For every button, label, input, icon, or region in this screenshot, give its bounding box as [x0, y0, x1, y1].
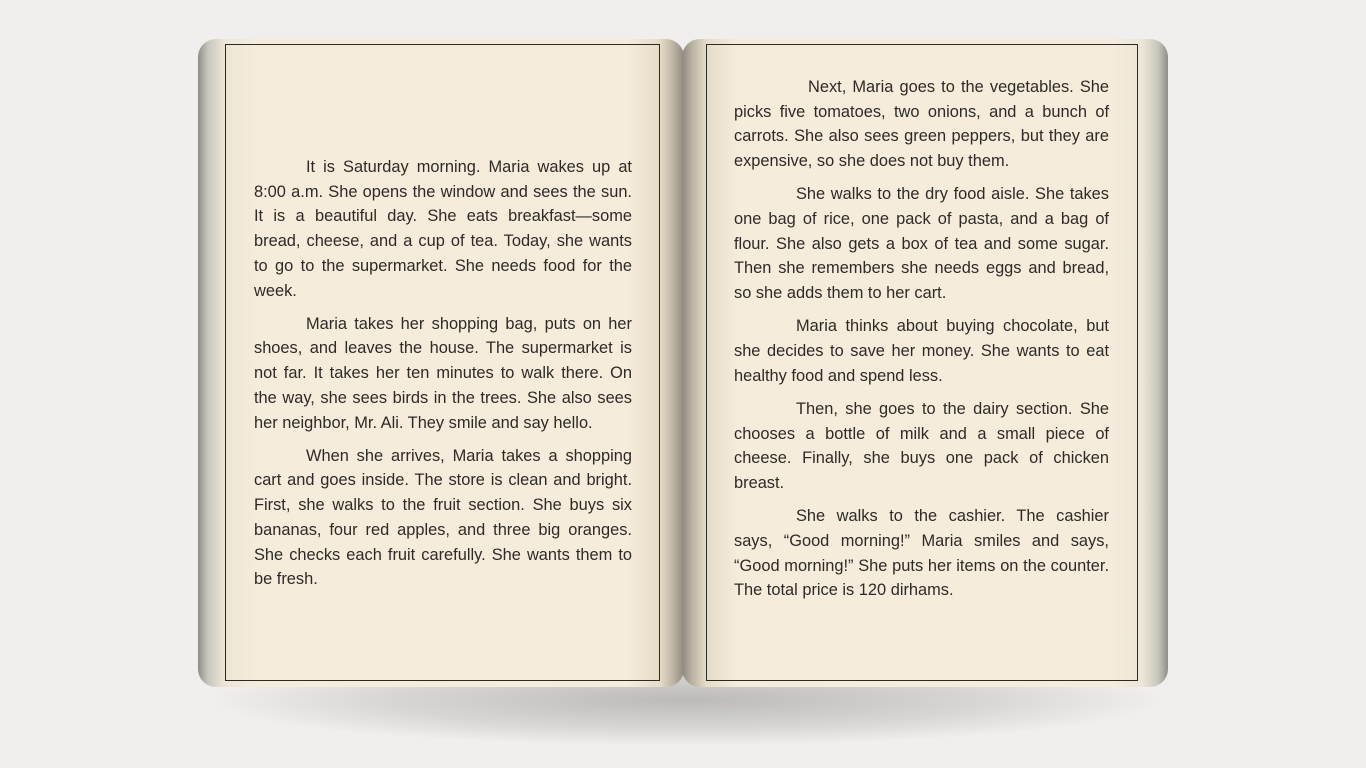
left-page-text: [254, 155, 632, 600]
right-page-text: [734, 75, 1109, 612]
paragraph: It is Saturday morning. Maria wakes up at 8:00 a.m. She opens the window and sees the sun. It is a beautiful day. She eats breakfast—some bread, cheese, and a cup of tea. Today, she wants to go to the supermarket. She needs food for the week.: [254, 158, 632, 300]
paragraph: Then, she goes to the dairy section. She chooses a bottle of milk and a small piece of cheese. Finally, she buys one pack of chicken breast.: [734, 399, 1109, 493]
paragraph: Maria thinks about buying chocolate, but she decides to save her money. She wants to eat healthy food and spend less.: [734, 317, 1109, 385]
paragraph: When she arrives, Maria takes a shopping cart and goes inside. The store is clean and bright. First, she walks to the fruit section. She buys six bananas, four red apples, and three big oranges. She checks each fruit carefully. She wants them to be fresh.: [254, 446, 632, 589]
paragraph: She walks to the dry food aisle. She takes one bag of rice, one pack of pasta, and a bag of flour. She also gets a box of tea and some sugar. Then she remembers she needs eggs and bread, so she adds them to her cart.: [734, 185, 1109, 303]
left-page[interactable]: [198, 39, 684, 687]
paragraph: She walks to the cashier. The cashier says, “Good morning!” Maria smiles and says, “Good morning!” She puts her items on the counter. The total price is 120 dirhams.: [734, 507, 1109, 600]
paragraph: Maria takes her shopping bag, puts on her shoes, and leaves the house. The supermarket is not far. It takes her ten minutes to walk there. On the way, she sees birds in the trees. She also sees her neighbor, Mr. Ali. They smile and say hello.: [254, 314, 632, 432]
right-page[interactable]: [682, 39, 1168, 687]
paragraph: Next, Maria goes to the vegetables. She picks five tomatoes, two onions, and a bunch of carrots. She also sees green peppers, but they are expensive, so she does not buy them.: [734, 78, 1109, 171]
